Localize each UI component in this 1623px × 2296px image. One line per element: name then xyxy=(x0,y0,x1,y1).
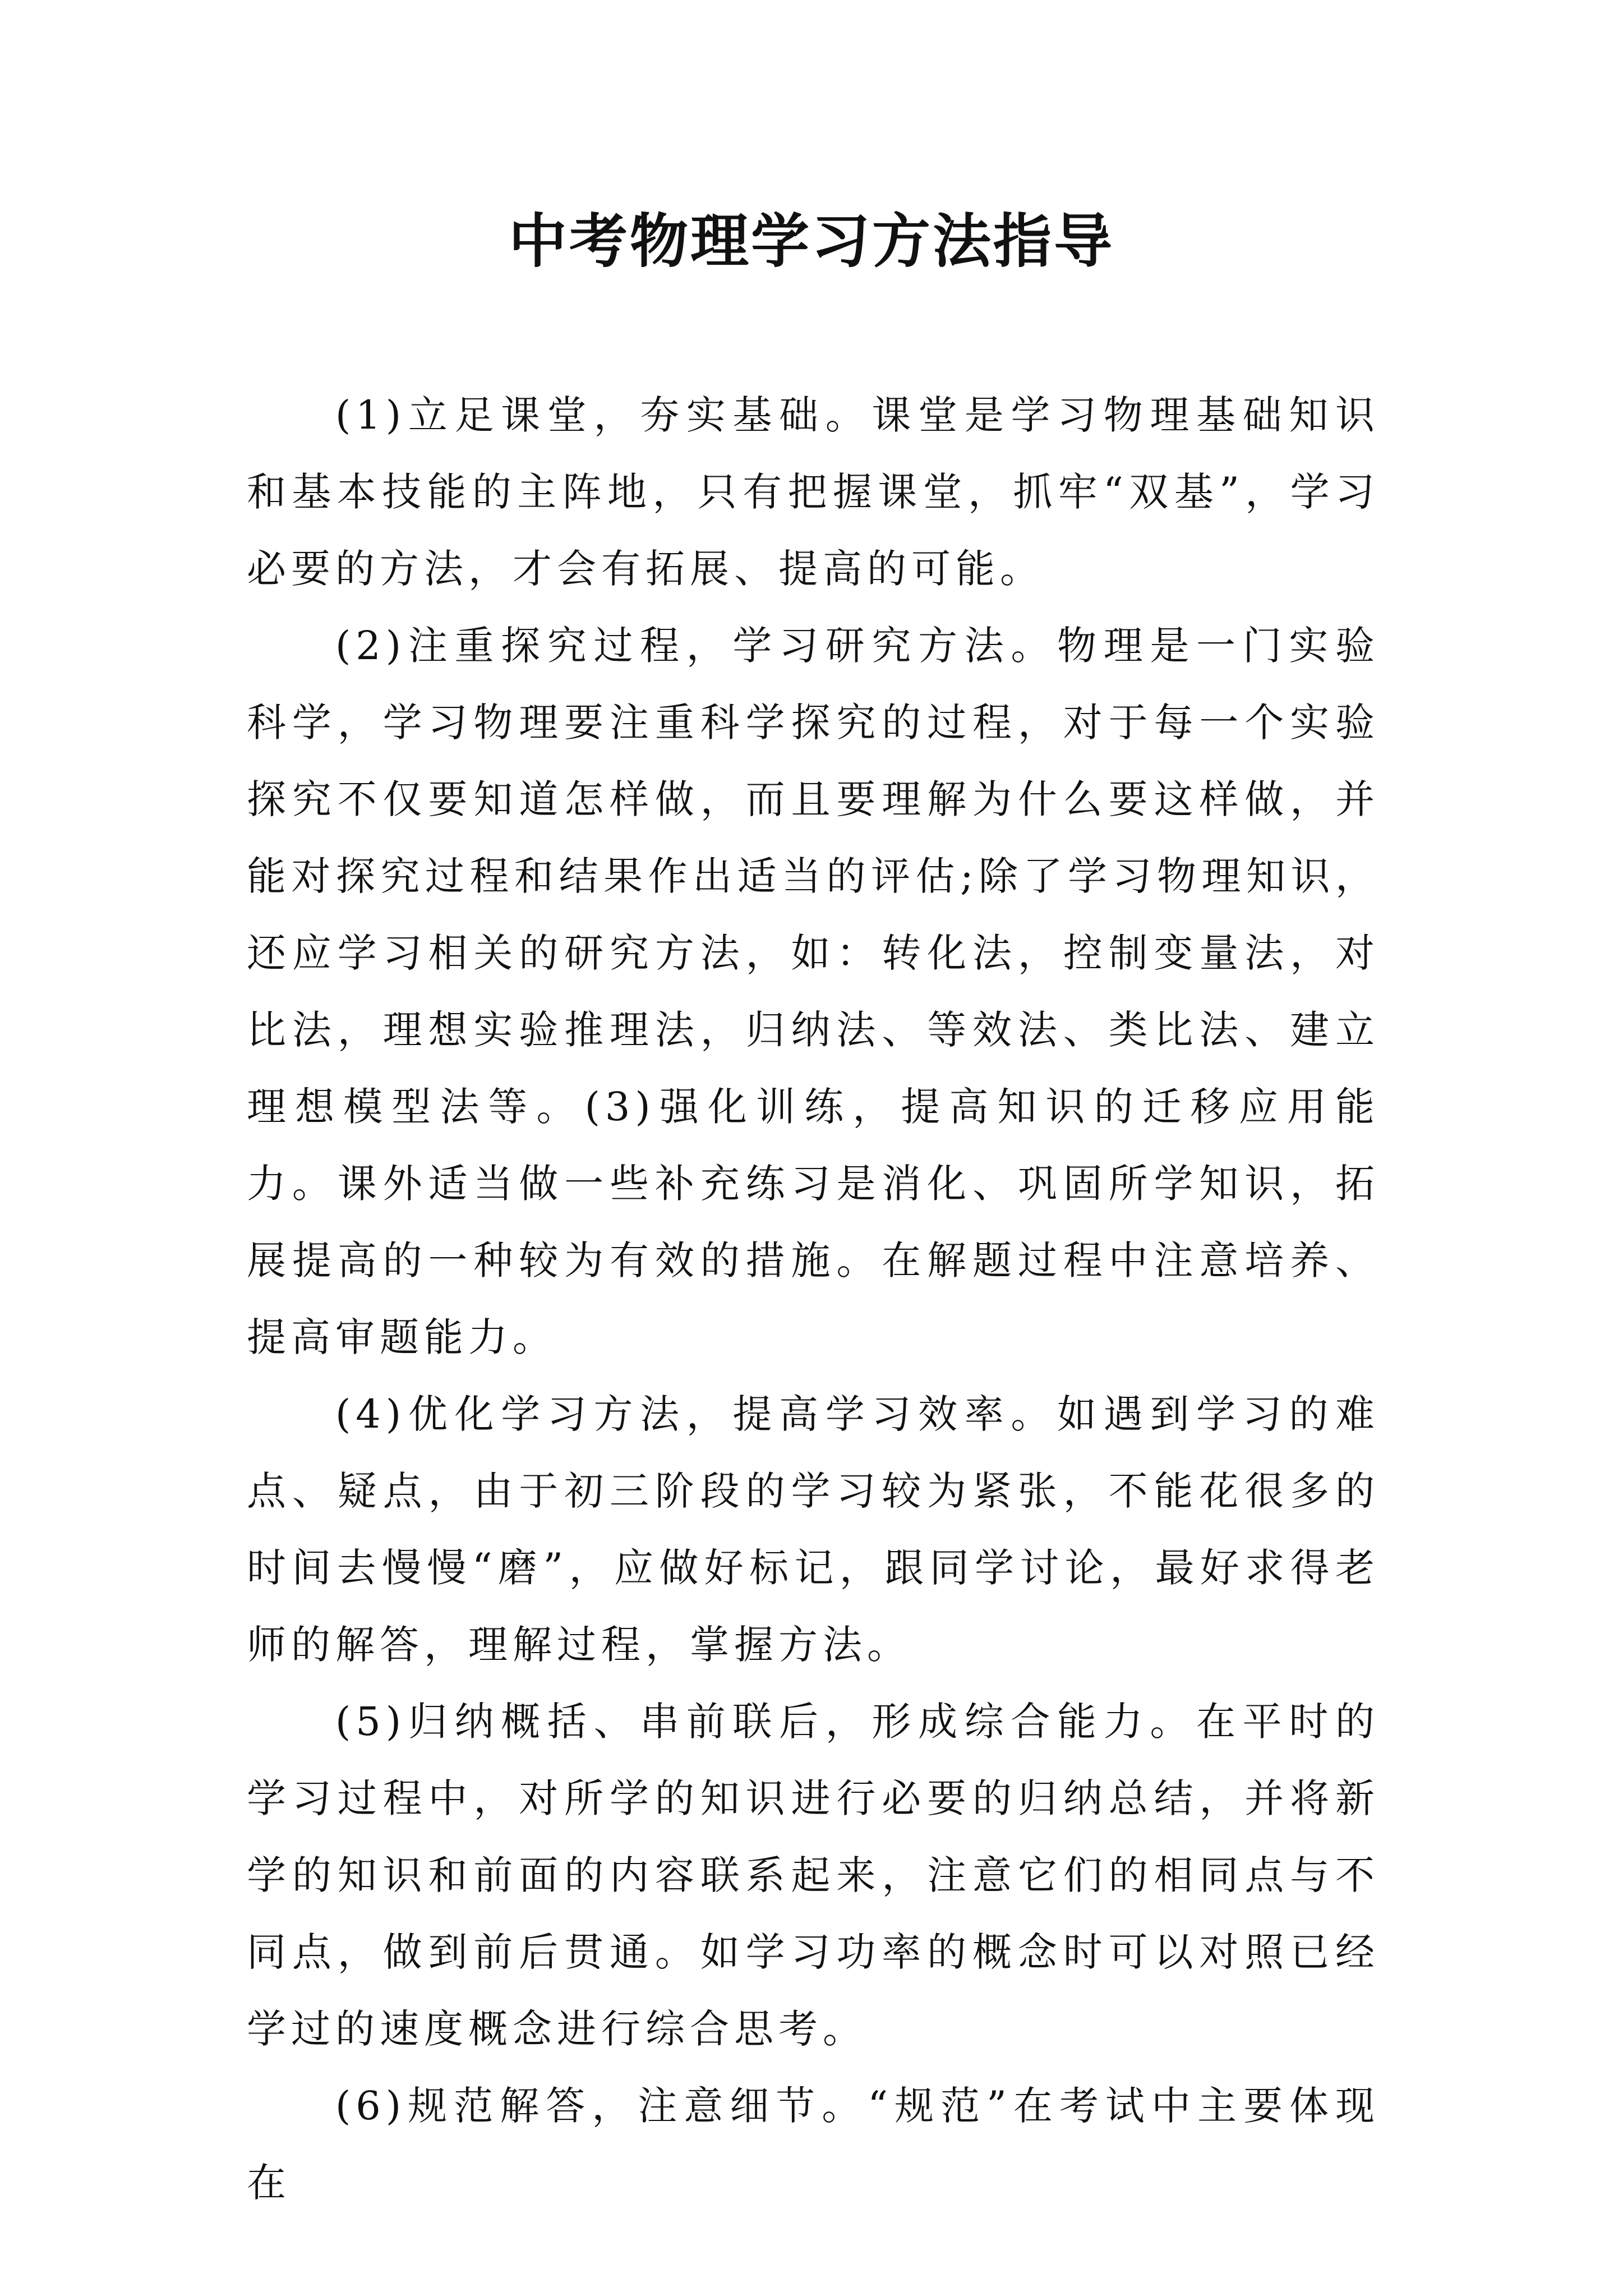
document-body xyxy=(247,377,1380,2221)
paragraph-5: (6)规范解答，注意细节。“规范”在考试中主要体现在 xyxy=(247,2083,1380,2206)
paragraph-3: (4)优化学习方法，提高学习效率。如遇到学习的难点、疑点，由于初三阶段的学习较为紧张，不能花很多的时间去慢慢“磨”，应做好标记，跟同学讨论，最好求得老师的解答，理解过程，掌握方法。 xyxy=(247,1391,1380,1668)
paragraph-1: (1)立足课堂，夯实基础。课堂是学习物理基础知识和基本技能的主阵地，只有把握课堂，抓牢“双基”，学习必要的方法，才会有拓展、提高的可能。 xyxy=(247,392,1380,592)
paragraph-4: (5)归纳概括、串前联后，形成综合能力。在平时的学习过程中，对所学的知识进行必要的归纳总结，并将新学的知识和前面的内容联系起来，注意它们的相同点与不同点，做到前后贯通。如学习功率的概念时可以对照已经学过的速度概念进行综合思考。 xyxy=(247,1699,1380,2052)
document-title: 中考物理学习方法指导 xyxy=(508,206,1114,275)
paragraph-2: (2)注重探究过程，学习研究方法。物理是一门实验科学，学习物理要注重科学探究的过程，对于每一个实验探究不仅要知道怎样做，而且要理解为什么要这样做，并能对探究过程和结果作出适当的评估;除了学习物理知识，还应学习相关的研究方法，如：转化法，控制变量法，对比法，理想实验推理法，归纳法、等效法、类比法、建立理想模型法等。(3)强化训练，提高知识的迁移应用能力。课外适当做一些补充练习是消化、巩固所学知识，拓展提高的一种较为有效的措施。在解题过程中注意培养、提高审题能力。 xyxy=(247,623,1380,1360)
